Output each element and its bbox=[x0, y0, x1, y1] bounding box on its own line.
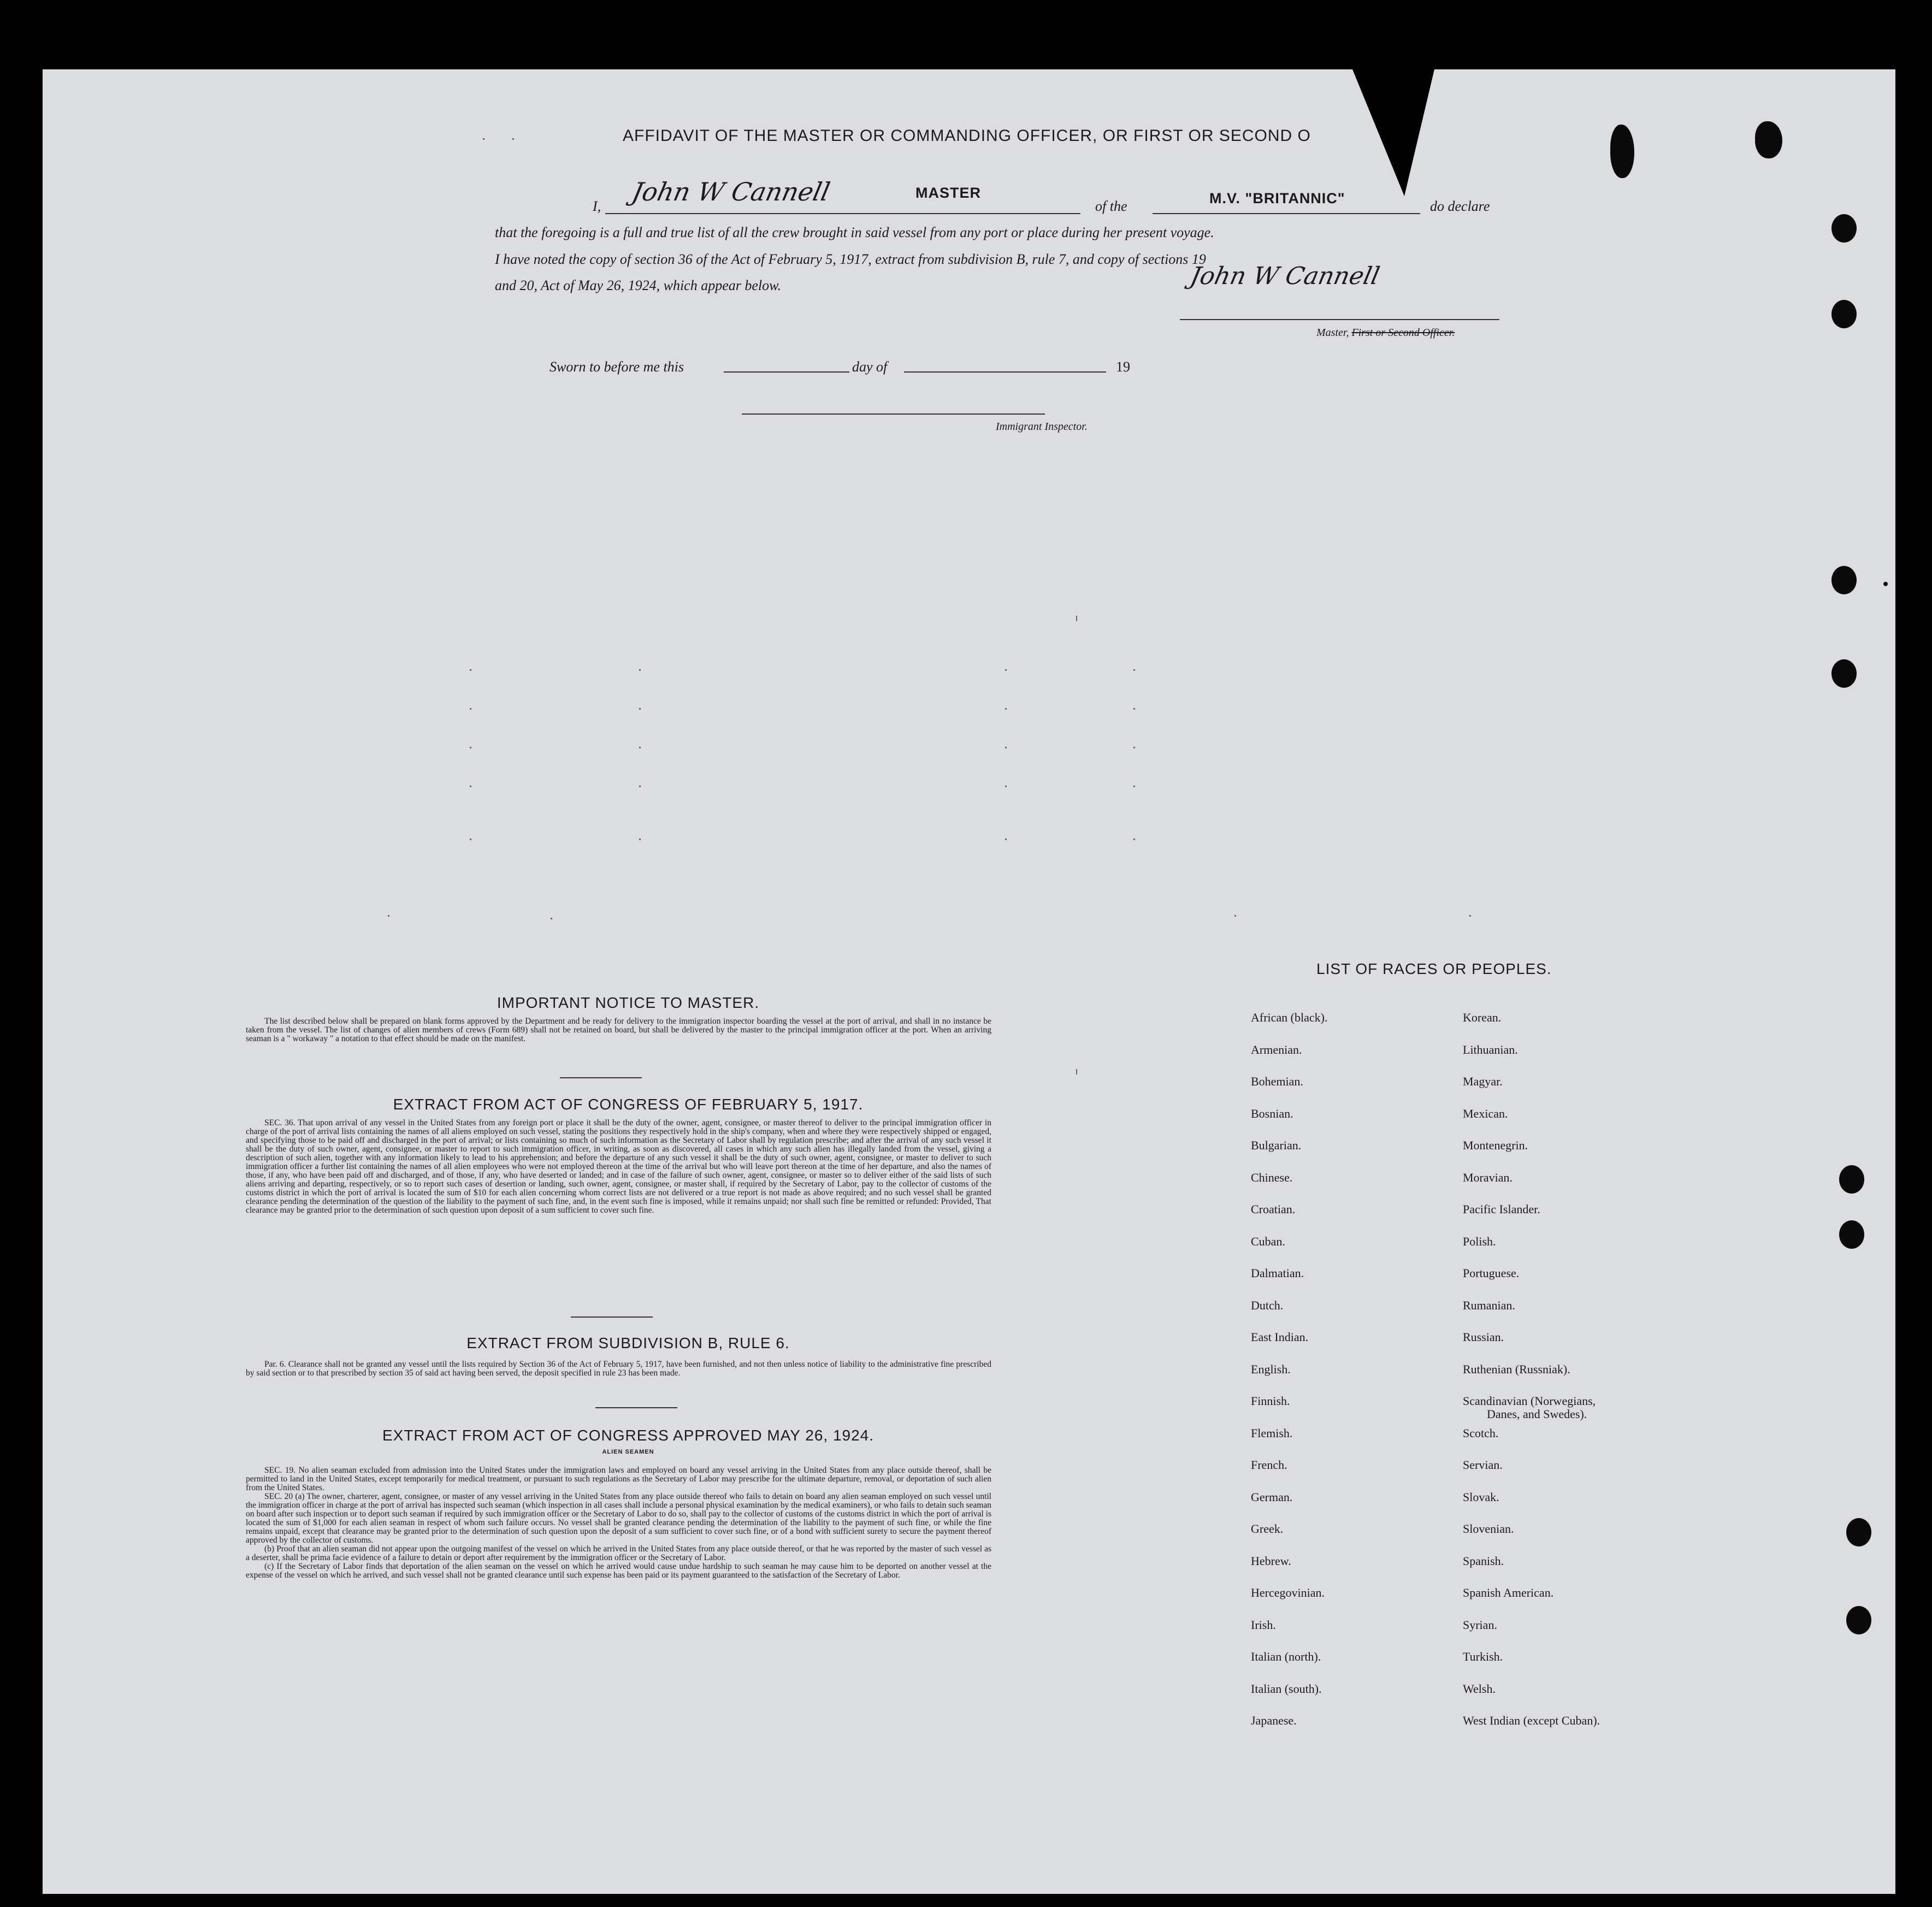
race-item: Italian (south). bbox=[1251, 1682, 1322, 1696]
rule6-title: EXTRACT FROM SUBDIVISION B, RULE 6. bbox=[466, 1335, 790, 1351]
affidavit-title: AFFIDAVIT OF THE MASTER OR COMMANDING OFFICER, OR FIRST OR SECOND O bbox=[623, 127, 1311, 145]
signer-title: Master, First or Second Officer. bbox=[1316, 327, 1455, 339]
race-item: Welsh. bbox=[1463, 1682, 1496, 1696]
rule6-body: Par. 6. Clearance shall not be granted any vessel until the lists required by Section 36 of the Act of February 5, 1917, have been furnished, and not then unless notice of liability to the administrative fine prescribed by said section or to that prescribed by section 35 of said act having been served, the deposit specified in rule 23 has been made. bbox=[246, 1360, 991, 1378]
punch-hole bbox=[1831, 659, 1857, 688]
race-item: Moravian. bbox=[1463, 1171, 1513, 1184]
race-item: Cuban. bbox=[1251, 1235, 1285, 1248]
races-title: LIST OF RACES OR PEOPLES. bbox=[1316, 960, 1552, 977]
extract-1924-body bbox=[246, 1466, 991, 1580]
race-item: Spanish American. bbox=[1463, 1586, 1554, 1599]
master-signature: John W Cannell bbox=[629, 177, 833, 206]
extract-1924-title: EXTRACT FROM ACT OF CONGRESS APPROVED MAY 26, 1924. bbox=[382, 1427, 875, 1444]
ink-blot bbox=[1610, 125, 1634, 178]
race-item: Mexican. bbox=[1463, 1107, 1508, 1120]
signature-line bbox=[1180, 319, 1499, 320]
inspector-line bbox=[742, 414, 1045, 415]
race-item: German. bbox=[1251, 1490, 1293, 1504]
race-item: West Indian (except Cuban). bbox=[1463, 1714, 1600, 1727]
race-item: Scotch. bbox=[1463, 1426, 1499, 1440]
vessel-filled: M.V. "BRITANNIC" bbox=[1209, 190, 1345, 206]
extract-1917-body: SEC. 36. That upon arrival of any vessel in the United States from any foreign port or place it shall be the duty of the owner, agent, consignee, or master thereof to deliver to the principal immigration officer in charge of the port of arrival lists containing the names of all aliens employed on such vessel, stating the positions they respectively hold in the ship's company, when and where they were respectively shipped or engaged, and specifying those to be paid off and discharged in the port of arrival; or lists containing so much of such information as the Secretary of Labor shall by regulation prescribe; and after the arrival of any such vessel it shall be the duty of such owner, agent, consignee, or master to report to such immigration officer, in writing, as soon as discovered, all cases in which any such alien has illegally landed from the vessel, giving a description of such alien, together with any information likely to lead to his apprehension; and before the departure of any such vessel it shall be the duty of such owner, agent, consignee, or master to deliver to such immigration officer a further list containing the names of all alien employees who were not employed thereon at the time of the arrival but who will leave port thereon at the time of her departure, and also the names of those, if any, who have been paid off and discharged, and of those, if any, who have deserted or landed; and in case of the failure of such owner, agent, consignee, or master so to deliver either of the said lists of such aliens arriving and departing, respectively, or so to report such cases of desertion or landing, such owner, agent, consignee, or master shall, if required by the Secretary of Labor, pay to the collector of customs of the customs district in which the port of arrival is located the sum of $10 for each alien concerning whom correct lists are not delivered or a true report is not made as above required; and no such vessel shall be granted clearance pending the determination of the question of the liability to the payment of such fine, and, in the event such fine is imposed, while it remains unpaid; nor shall such fine be remitted or refunded: Provided, That clearance may be granted prior to the determination of such question upon deposit of a sum sufficient to cover such fine. bbox=[246, 1118, 991, 1215]
race-item: Dutch. bbox=[1251, 1298, 1284, 1312]
rank-filled: MASTER bbox=[915, 185, 981, 201]
affidavit-line-3: I have noted the copy of section 36 of the Act of February 5, 1917, extract from subdivision B, rule 7, and copy of sections 19 bbox=[495, 251, 1206, 267]
race-item: Finnish. bbox=[1251, 1394, 1290, 1408]
race-item: Flemish. bbox=[1251, 1426, 1293, 1440]
race-item: French. bbox=[1251, 1458, 1287, 1472]
affidavit-line-4: and 20, Act of May 26, 1924, which appear below. bbox=[495, 278, 782, 293]
sec-20c: (c) If the Secretary of Labor finds that deportation of the alien seaman on the vessel on which he arrived would cause undue hardship to such seaman he may cause him to be deported on another vessel at the expense of the vessel on which he arrived, and such vessel shall not be granted clearance until such expense has been paid or its payment guaranteed to the satisfaction of the Secretary of Labor. bbox=[246, 1562, 991, 1580]
race-item: Pacific Islander. bbox=[1463, 1202, 1540, 1216]
notice-body: The list described below shall be prepared on blank forms approved by the Department and be ready for delivery to the immigration inspector boarding the vessel at the port of arrival, and shall in no instance be taken from the vessel. The list of changes of alien members of crews (Form 689) shall not be retained on board, but shall be delivered by the master to the principal immigration officer at the port. When an arriving seaman is a " workaway " a notation to that effect should be made on the manifest. bbox=[246, 1017, 991, 1043]
punch-hole bbox=[1831, 214, 1857, 243]
race-item: Hercegovinian. bbox=[1251, 1586, 1325, 1599]
punch-hole bbox=[1839, 1220, 1864, 1249]
sec-20b: (b) Proof that an alien seaman did not appear upon the outgoing manifest of the vessel on which he arrived in the United States from any place outside thereof, or that he was reported by the master of such vessel as a deserter, shall be prima facie evidence of a failure to detain or deport after requirement by the immigration officer or the Secretary of Labor. bbox=[246, 1544, 991, 1562]
race-item: Hebrew. bbox=[1251, 1554, 1291, 1568]
notice-title: IMPORTANT NOTICE TO MASTER. bbox=[497, 994, 760, 1011]
race-item: Scandinavian (Norwegians, bbox=[1463, 1394, 1596, 1408]
name-rank-field bbox=[605, 177, 1080, 214]
race-item: Bohemian. bbox=[1251, 1074, 1303, 1088]
race-item: Croatian. bbox=[1251, 1202, 1296, 1216]
race-item: Slovenian. bbox=[1463, 1522, 1514, 1536]
race-item: Rumanian. bbox=[1463, 1298, 1515, 1312]
do-declare-label: do declare bbox=[1430, 198, 1490, 214]
race-item: East Indian. bbox=[1251, 1330, 1309, 1344]
race-item: Spanish. bbox=[1463, 1554, 1504, 1568]
race-item: Bulgarian. bbox=[1251, 1138, 1302, 1152]
race-item: Armenian. bbox=[1251, 1043, 1302, 1056]
section-divider bbox=[560, 1077, 642, 1078]
race-item: Italian (north). bbox=[1251, 1650, 1321, 1663]
punch-hole bbox=[1831, 300, 1857, 328]
race-item: Magyar. bbox=[1463, 1074, 1503, 1088]
race-item: Greek. bbox=[1251, 1522, 1284, 1536]
punch-hole bbox=[1846, 1518, 1871, 1546]
vessel-field bbox=[1153, 185, 1420, 214]
race-item: Portuguese. bbox=[1463, 1266, 1520, 1280]
extract-1917-title: EXTRACT FROM ACT OF CONGRESS OF FEBRUARY 5, 1917. bbox=[393, 1096, 864, 1113]
race-item: Montenegrin. bbox=[1463, 1138, 1528, 1152]
sworn-day-line bbox=[724, 371, 849, 373]
race-item: African (black). bbox=[1251, 1011, 1328, 1024]
race-item: Korean. bbox=[1463, 1011, 1502, 1024]
document-page bbox=[43, 69, 1895, 1894]
race-item: Bosnian. bbox=[1251, 1107, 1293, 1120]
race-item: Japanese. bbox=[1251, 1714, 1297, 1727]
race-item: Irish. bbox=[1251, 1618, 1276, 1632]
ink-blot bbox=[1755, 121, 1782, 158]
sworn-label: Sworn to before me this bbox=[550, 359, 684, 375]
race-item: Dalmatian. bbox=[1251, 1266, 1304, 1280]
race-item: Ruthenian (Russniak). bbox=[1463, 1362, 1570, 1376]
sworn-month-line bbox=[904, 371, 1106, 373]
section-divider bbox=[595, 1407, 677, 1408]
race-item: English. bbox=[1251, 1362, 1291, 1376]
year-label: 19 bbox=[1116, 359, 1130, 375]
race-item: Russian. bbox=[1463, 1330, 1504, 1344]
punch-hole bbox=[1831, 566, 1857, 594]
race-item: Syrian. bbox=[1463, 1618, 1497, 1632]
day-of-label: day of bbox=[852, 359, 888, 375]
inspector-label: Immigrant Inspector. bbox=[996, 421, 1088, 433]
signer-signature: John W Cannell bbox=[1187, 262, 1382, 290]
race-item: Polish. bbox=[1463, 1235, 1496, 1248]
race-item: Turkish. bbox=[1463, 1650, 1503, 1663]
punch-hole bbox=[1846, 1606, 1871, 1634]
race-item: Slovak. bbox=[1463, 1490, 1499, 1504]
race-item-continuation: Danes, and Swedes). bbox=[1487, 1407, 1587, 1421]
affidavit-line-2: that the foregoing is a full and true list of all the crew brought in said vessel from any port or place during her present voyage. bbox=[495, 225, 1214, 240]
sec-20a: SEC. 20 (a) The owner, charterer, agent, consignee, or master of any vessel arriving in the United States from any place outside thereof who fails to detain on board any alien seaman employed on such vessel until the immigration officer in charge at the port of arrival has inspected such seaman (which inspection in all cases shall include a personal physical examination by the medical examiners), or who fails to detain such seaman on board after such inspection or to deport such seaman if required by such immigration officer or the Secretary of Labor to do so, shall pay to the collector of customs of the customs district in which the port of arrival is located the sum of $1,000 for each alien seaman in respect of whom such failure occurs. No vessel shall be granted clearance pending the determination of the liability to the payment of such fine, or while the fine remains unpaid, except that clearance may be granted prior to the determination of such question upon the deposit of a sum sufficient to cover such fine, or of a bond with sufficient surety to secure the payment thereof approved by the collector of customs. bbox=[246, 1492, 991, 1545]
section-divider bbox=[571, 1316, 653, 1318]
alien-seamen-subtitle: ALIEN SEAMEN bbox=[602, 1449, 654, 1455]
race-item: Chinese. bbox=[1251, 1171, 1293, 1184]
affidavit-pronoun: I, bbox=[593, 198, 601, 214]
race-item: Lithuanian. bbox=[1463, 1043, 1518, 1056]
sec-19: SEC. 19. No alien seaman excluded from admission into the United States under the immigration laws and employed on board any vessel arriving in the United States from any place outside thereof, shall be permitted to land in the United States, except temporarily for medical treatment, or pursuant to such regulations as the Secretary of Labor may prescribe for the ultimate departure, removal, or deportation of such alien from the United States. bbox=[246, 1466, 991, 1492]
race-item: Servian. bbox=[1463, 1458, 1503, 1472]
of-the-label: of the bbox=[1095, 198, 1127, 214]
punch-hole bbox=[1839, 1165, 1864, 1194]
